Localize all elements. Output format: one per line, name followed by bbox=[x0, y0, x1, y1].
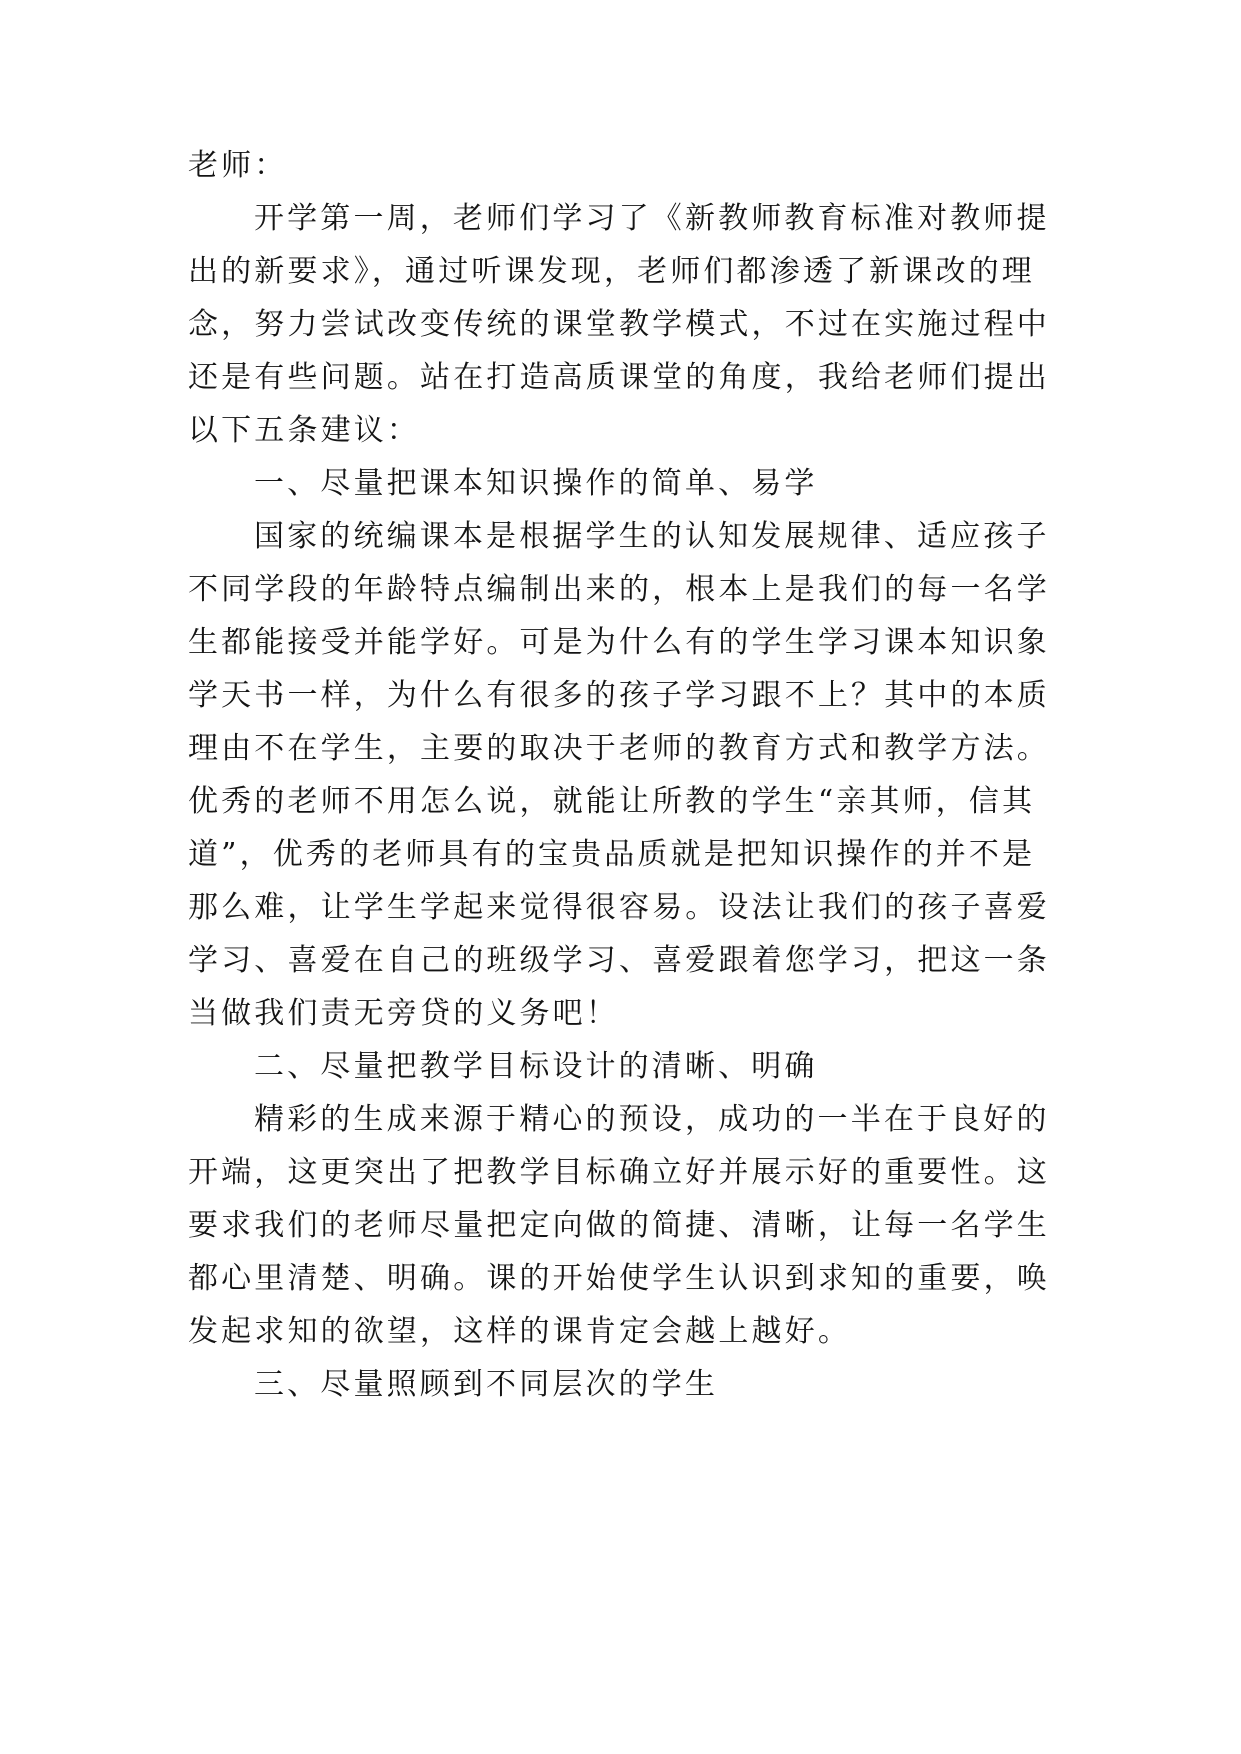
paragraph-intro bbox=[188, 192, 1088, 457]
salutation: 老师： bbox=[188, 148, 288, 183]
paragraph-line: 优秀的老师不用怎么说，就能让所教的学生“亲其师，信其 bbox=[188, 784, 1036, 819]
paragraph-line: 出的新要求》，通过听课发现，老师们都渗透了新课改的理 bbox=[188, 254, 1035, 289]
paragraph-line: 道”，优秀的老师具有的宝贵品质就是把知识操作的并不是 bbox=[188, 837, 1036, 872]
paragraph-line: 学习、喜爱在自己的班级学习、喜爱跟着您学习，把这一条 bbox=[188, 943, 1050, 978]
section-heading-3: 三、尽量照顾到不同层次的学生 bbox=[254, 1367, 719, 1402]
paragraph-line: 发起求知的欲望，这样的课肯定会越上越好。 bbox=[188, 1314, 851, 1349]
paragraph-line: 学天书一样，为什么有很多的孩子学习跟不上？其中的本质 bbox=[188, 678, 1050, 713]
section-heading-2: 二、尽量把教学目标设计的清晰、明确 bbox=[254, 1049, 818, 1084]
paragraph-line: 理由不在学生，主要的取决于老师的教育方式和教学方法。 bbox=[188, 731, 1050, 766]
section-heading-1: 一、尽量把课本知识操作的简单、易学 bbox=[254, 466, 818, 501]
paragraph-line: 念，努力尝试改变传统的课堂教学模式，不过在实施过程中 bbox=[188, 307, 1050, 342]
paragraph-line: 以下五条建议： bbox=[188, 413, 421, 448]
paragraph-line: 开端，这更突出了把教学目标确立好并展示好的重要性。这 bbox=[188, 1155, 1050, 1190]
paragraph-line: 开学第一周，老师们学习了《新教师教育标准对教师提 bbox=[254, 201, 1050, 236]
paragraph-line: 生都能接受并能学好。可是为什么有的学生学习课本知识象 bbox=[188, 625, 1050, 660]
paragraph-line: 国家的统编课本是根据学生的认知发展规律、适应孩子 bbox=[254, 519, 1050, 554]
paragraph-line: 当做我们责无旁贷的义务吧！ bbox=[188, 996, 619, 1031]
paragraph-line: 还是有些问题。站在打造高质课堂的角度，我给老师们提出 bbox=[188, 360, 1050, 395]
document-body bbox=[188, 139, 1088, 1411]
paragraph-line: 都心里清楚、明确。课的开始使学生认识到求知的重要，唤 bbox=[188, 1261, 1050, 1296]
paragraph-line: 要求我们的老师尽量把定向做的简捷、清晰，让每一名学生 bbox=[188, 1208, 1050, 1243]
paragraph-line: 那么难，让学生学起来觉得很容易。设法让我们的孩子喜爱 bbox=[188, 890, 1050, 925]
paragraph-section-1 bbox=[188, 510, 1088, 1040]
paragraph-section-2 bbox=[188, 1093, 1088, 1358]
paragraph-line: 不同学段的年龄特点编制出来的，根本上是我们的每一名学 bbox=[188, 572, 1050, 607]
paragraph-line: 精彩的生成来源于精心的预设，成功的一半在于良好的 bbox=[254, 1102, 1050, 1137]
